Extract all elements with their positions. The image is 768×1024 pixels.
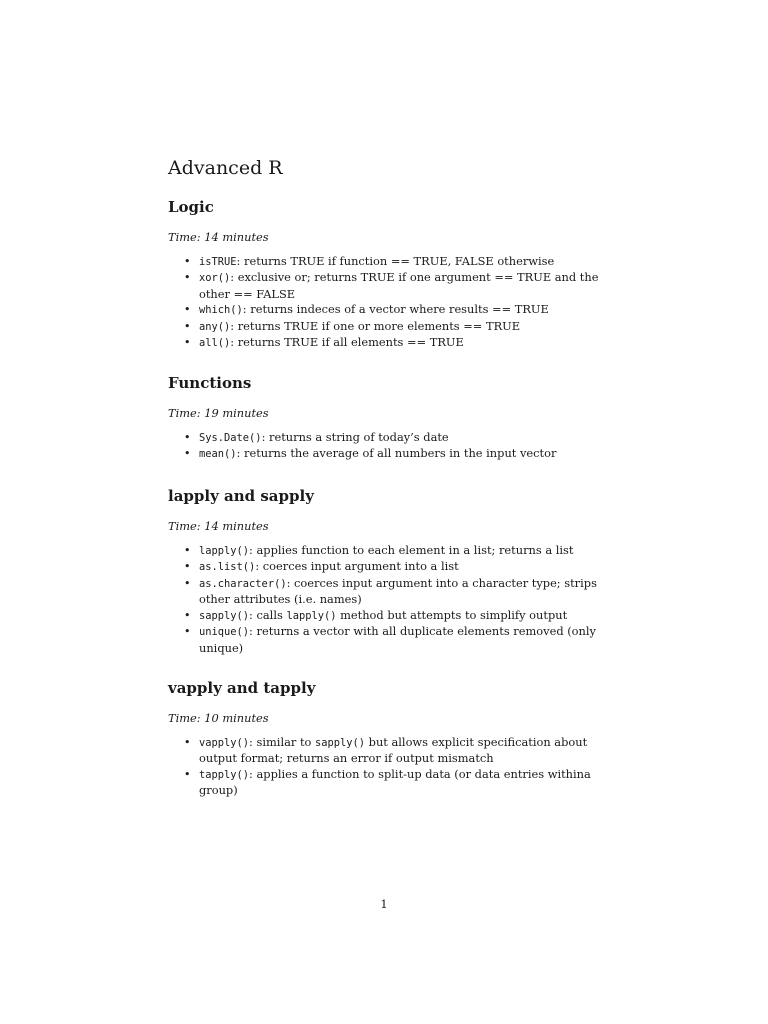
list-item xyxy=(168,608,600,625)
section-heading: vapply and tapply xyxy=(168,679,316,697)
page-number: 1 xyxy=(380,897,388,911)
inline-function-name: lapply() xyxy=(286,609,337,622)
bullet-icon: • xyxy=(184,576,191,590)
function-name: which() xyxy=(199,304,243,316)
function-name: any() xyxy=(199,320,231,333)
list-item xyxy=(168,270,600,302)
bullet-icon: • xyxy=(184,319,191,333)
document-title: Advanced R xyxy=(168,157,283,179)
list-item xyxy=(168,767,600,799)
list-item xyxy=(168,543,600,560)
section-time xyxy=(168,230,600,246)
list-item xyxy=(168,302,600,319)
bullet-icon: • xyxy=(184,430,191,444)
item-description: : returns a vector with all duplicate elements removed (only unique) xyxy=(199,624,596,655)
item-description: : returns TRUE if all elements == TRUE xyxy=(230,335,464,349)
function-name: isTRUE xyxy=(199,255,237,268)
function-name: vapply() xyxy=(199,736,250,749)
list-item xyxy=(168,319,600,336)
bullet-icon: • xyxy=(184,608,191,622)
function-name: as.character() xyxy=(199,577,287,590)
item-description-continued: method but attempts to simplify output xyxy=(336,607,568,622)
bullet-icon: • xyxy=(184,447,191,460)
section-heading: Logic xyxy=(168,198,214,216)
bullet-icon: • xyxy=(184,767,191,781)
bullet-list xyxy=(168,430,600,463)
section-lapply-sapply xyxy=(168,486,600,656)
function-name: unique() xyxy=(199,626,250,638)
item-description: : returns TRUE if function == TRUE, FALSE otherwise xyxy=(236,253,555,268)
function-name: lapply() xyxy=(199,544,250,557)
function-name: as.list() xyxy=(199,561,256,573)
item-description: : calls xyxy=(249,607,287,622)
time-label: Time: xyxy=(168,230,205,244)
list-item xyxy=(168,430,600,447)
bullet-icon: • xyxy=(184,271,191,284)
bullet-list xyxy=(168,254,600,352)
function-name: xor() xyxy=(199,272,231,284)
time-label: Time: xyxy=(168,711,205,725)
section-time xyxy=(168,519,600,535)
item-description: : coerces input argument into a character type; strips other attributes (i.e. names) xyxy=(199,575,597,606)
function-name: tapply() xyxy=(199,768,250,781)
item-description: : returns indeces of a vector where results == TRUE xyxy=(242,302,549,316)
bullet-icon: • xyxy=(184,625,191,638)
bullet-list xyxy=(168,735,600,799)
list-item xyxy=(168,624,600,656)
list-item xyxy=(168,735,600,767)
function-name: all() xyxy=(199,337,231,349)
bullet-list xyxy=(168,543,600,657)
inline-function-name: sapply() xyxy=(315,736,366,749)
list-item xyxy=(168,254,600,271)
list-item xyxy=(168,335,600,352)
item-description: : returns a string of today’s date xyxy=(261,429,449,444)
time-value: 10 minutes xyxy=(204,711,269,725)
bullet-icon: • xyxy=(184,735,191,749)
section-heading: lapply and sapply xyxy=(168,487,314,505)
item-description: : returns TRUE if one or more elements == TRUE xyxy=(230,318,521,333)
list-item xyxy=(168,576,600,608)
section-vapply-tapply xyxy=(168,678,600,799)
item-description: : returns the average of all numbers in the input vector xyxy=(236,446,557,460)
function-name: mean() xyxy=(199,448,237,460)
section-time xyxy=(168,711,600,727)
section-logic xyxy=(168,197,600,352)
list-item xyxy=(168,559,600,576)
time-value: 14 minutes xyxy=(204,519,269,533)
section-time xyxy=(168,406,600,422)
function-name: sapply() xyxy=(199,609,250,622)
item-description-continued: but allows explicit specification about output format; returns an error if output mismatch xyxy=(199,734,588,765)
function-name: Sys.Date() xyxy=(199,431,262,444)
item-description: : similar to xyxy=(249,734,315,749)
time-value: 14 minutes xyxy=(204,230,269,244)
section-heading: Functions xyxy=(168,374,252,392)
section-functions xyxy=(168,373,600,463)
bullet-icon: • xyxy=(184,560,191,573)
item-description: : coerces input argument into a list xyxy=(255,559,459,573)
time-label: Time: xyxy=(168,519,205,533)
bullet-icon: • xyxy=(184,303,191,316)
list-item xyxy=(168,446,600,463)
bullet-icon: • xyxy=(184,254,191,268)
bullet-icon: • xyxy=(184,336,191,349)
item-description: : applies a function to split-up data (or data entries withina group) xyxy=(199,766,591,797)
time-label: Time: xyxy=(168,406,205,420)
item-description: : applies function to each element in a list; returns a list xyxy=(249,542,574,557)
bullet-icon: • xyxy=(184,543,191,557)
item-description: : exclusive or; returns TRUE if one argument == TRUE and the other == FALSE xyxy=(199,270,599,301)
time-value: 19 minutes xyxy=(204,406,269,420)
